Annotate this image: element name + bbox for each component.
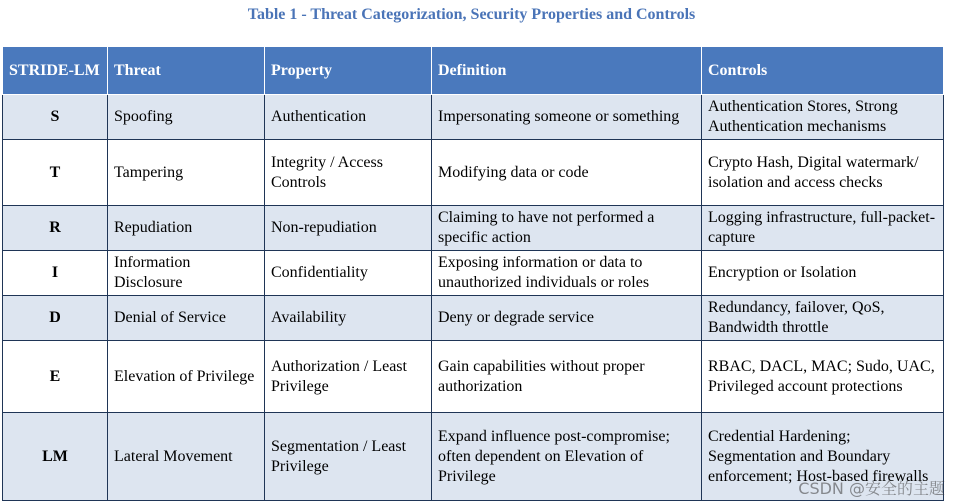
table-row [3,95,944,140]
threat-cell: Spoofing [108,95,265,140]
code-cell: S [3,95,108,140]
controls-cell: Authentication Stores, Strong Authentication mechanisms [702,95,944,140]
controls-cell: RBAC, DACL, MAC; Sudo, UAC, Privileged account protections [702,341,944,413]
table-row [3,140,944,206]
definition-cell: Deny or degrade service [432,296,702,341]
definition-cell: Claiming to have not performed a specific action [432,206,702,251]
controls-cell: Credential Hardening; Segmentation and Boundary enforcement; Host-based firewalls [702,413,944,501]
property-cell: Segmentation / Least Privilege [265,413,432,501]
property-cell: Availability [265,296,432,341]
watermark-text: CSDN @安全的主题 [798,479,945,498]
table-row [3,341,944,413]
property-cell: Authentication [265,95,432,140]
controls-cell: Logging infrastructure, full-packet-capture [702,206,944,251]
code-cell: D [3,296,108,341]
definition-cell: Gain capabilities without proper authorization [432,341,702,413]
definition-cell: Impersonating someone or something [432,95,702,140]
threat-cell: Tampering [108,140,265,206]
controls-cell: Crypto Hash, Digital watermark/ isolation and access checks [702,140,944,206]
table-row [3,251,944,296]
threat-cell: Elevation of Privilege [108,341,265,413]
header-definition: Definition [432,47,702,95]
header-threat: Threat [108,47,265,95]
property-cell: Integrity / Access Controls [265,140,432,206]
controls-cell: Encryption or Isolation [702,251,944,296]
table-row [3,206,944,251]
property-cell: Authorization / Least Privilege [265,341,432,413]
property-cell: Confidentiality [265,251,432,296]
code-cell: T [3,140,108,206]
property-cell: Non-repudiation [265,206,432,251]
definition-cell: Exposing information or data to unauthorized individuals or roles [432,251,702,296]
threat-cell: Information Disclosure [108,251,265,296]
definition-cell: Modifying data or code [432,140,702,206]
threat-cell: Lateral Movement [108,413,265,501]
table-header-row [3,47,944,95]
code-cell: LM [3,413,108,501]
table-row [3,296,944,341]
definition-cell: Expand influence post-compromise; often dependent on Elevation of Privilege [432,413,702,501]
controls-cell: Redundancy, failover, QoS, Bandwidth throttle [702,296,944,341]
threat-cell: Repudiation [108,206,265,251]
threat-cell: Denial of Service [108,296,265,341]
header-stride-lm: STRIDE-LM [3,47,108,95]
header-controls: Controls [702,47,944,95]
code-cell: E [3,341,108,413]
threat-table [2,46,944,501]
code-cell: R [3,206,108,251]
code-cell: I [3,251,108,296]
header-property: Property [265,47,432,95]
table-caption: Table 1 - Threat Categorization, Security Properties and Controls [247,6,696,23]
